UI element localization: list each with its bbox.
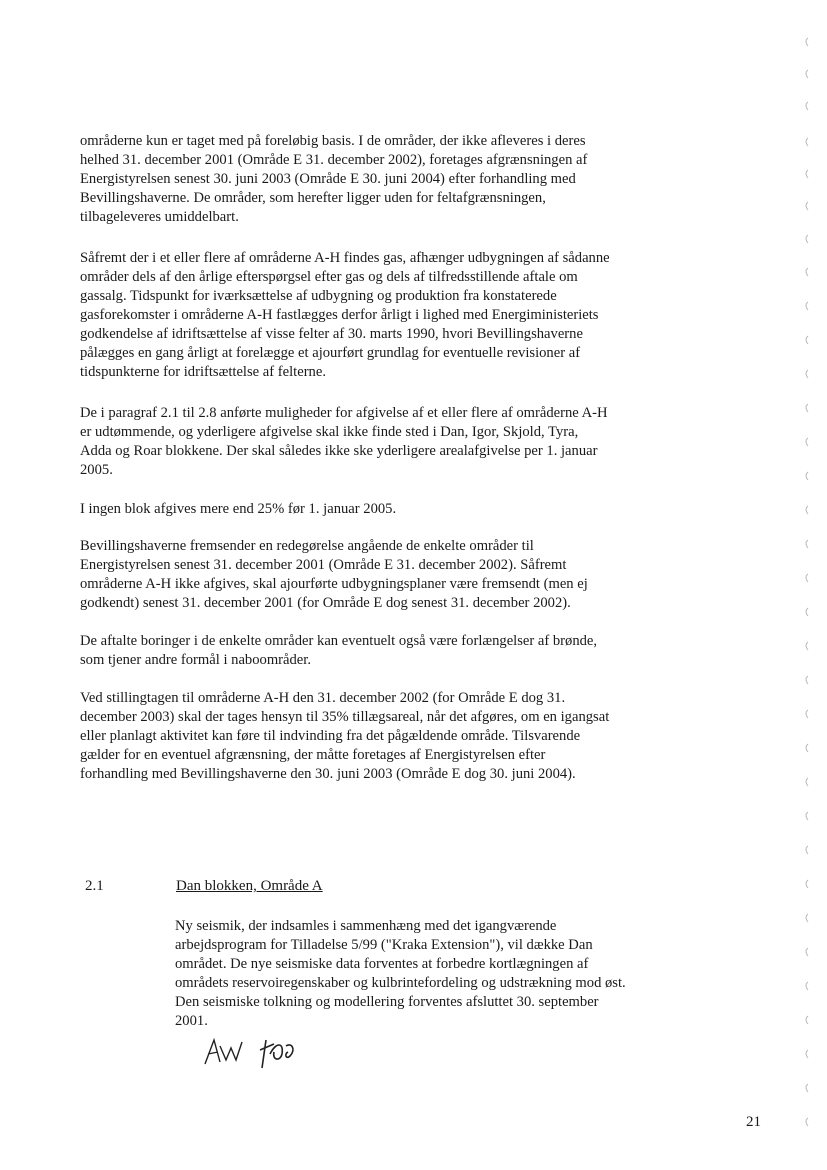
paragraph-7: Ved stillingtagen til områderne A-H den 31. december 2002 (for Område E dog 31. december 2003) skal der tages hensyn til 35% tillægsareal, når det afgøres, om en igangsat eller planlagt aktivitet kan føre til indvinding fra det pågældende område. Tilsvarende gælder for en eventuel afgrænsning, der måtte foretages af Energistyrelsen efter forhandling med Bevillingshaverne den 30. juni 2003 (Område E dog 30. juni 2004). [80,690,610,782]
paragraph-1: områderne kun er taget med på foreløbig basis. I de områder, der ikke afleveres i deres helhed 31. december 2001 (Område E 31. december 2002), foretages afgrænsningen af Energistyrelsen senest 30. juni 2003 (Område E 30. juni 2004) efter forhandling med Bevillingshaverne. De områder, som herefter ligger uden for feltafgrænsningen, tilbageleveres umiddelbart. [80,133,588,225]
section-body: Ny seismik, der indsamles i sammenhæng med det igangværende arbejdsprogram for Tilladelse 5/99 ("Kraka Extension"), vil dække Dan området. De nye seismiske data forventes at forbedre kortlægningen af områdets reservoiregenskaber og kulbrintefordeling og udstrækning mod øst. Den seismiske tolkning og modellering forventes afsluttet 30. september 2001. [175,918,626,1029]
handwritten-initials [200,1024,310,1074]
section-number: 2.1 [85,878,104,894]
paragraph-5: Bevillingshaverne fremsender en redegørelse angående de enkelte områder til Energistyrelsen senest 31. december 2001 (Område E 31. december 2002). Såfremt områderne A-H ikke afgives, skal ajourførte udbygningsplaner være fremsendt (men ej godkendt) senest 31. december 2001 (for Område E dog senest 31. december 2002). [80,538,588,611]
paragraph-4: I ingen blok afgives mere end 25% før 1. januar 2005. [80,501,397,517]
section-title: Dan blokken, Område A [176,878,323,894]
binding-edge-marks [796,30,824,1160]
paragraph-3: De i paragraf 2.1 til 2.8 anførte muligheder for afgivelse af et eller flere af områderne A-H er udtømmende, og yderligere afgivelse skal ikke finde sted i Dan, Igor, Skjold, Tyra, Adda og Roar blokkene. Der skal således ikke ske yderligere arealafgivelse per 1. januar 2005. [80,405,608,478]
paragraph-2: Såfremt der i et eller flere af områderne A-H findes gas, afhænger udbygningen af sådanne områder dels af den årlige efterspørgsel efter gas og dels af tilfredsstillende aftale om gassalg. Tidspunkt for iværksættelse af udbygning og produktion fra konstaterede gasforekomster i områderne A-H fastlægges derfor årligt i lighed med Energiministeriets godkendelse af idriftsættelse af visse felter af 30. marts 1990, hvori Bevillingshaverne pålægges en gang årligt at forelægge et ajourført grundlag for eventuelle revisioner af tidspunkterne for idriftsættelse af felterne. [80,250,610,380]
page-number: 21 [746,1114,761,1130]
paragraph-6: De aftalte boringer i de enkelte områder kan eventuelt også være forlængelser af brønde, som tjener andre formål i naboområder. [80,633,598,668]
